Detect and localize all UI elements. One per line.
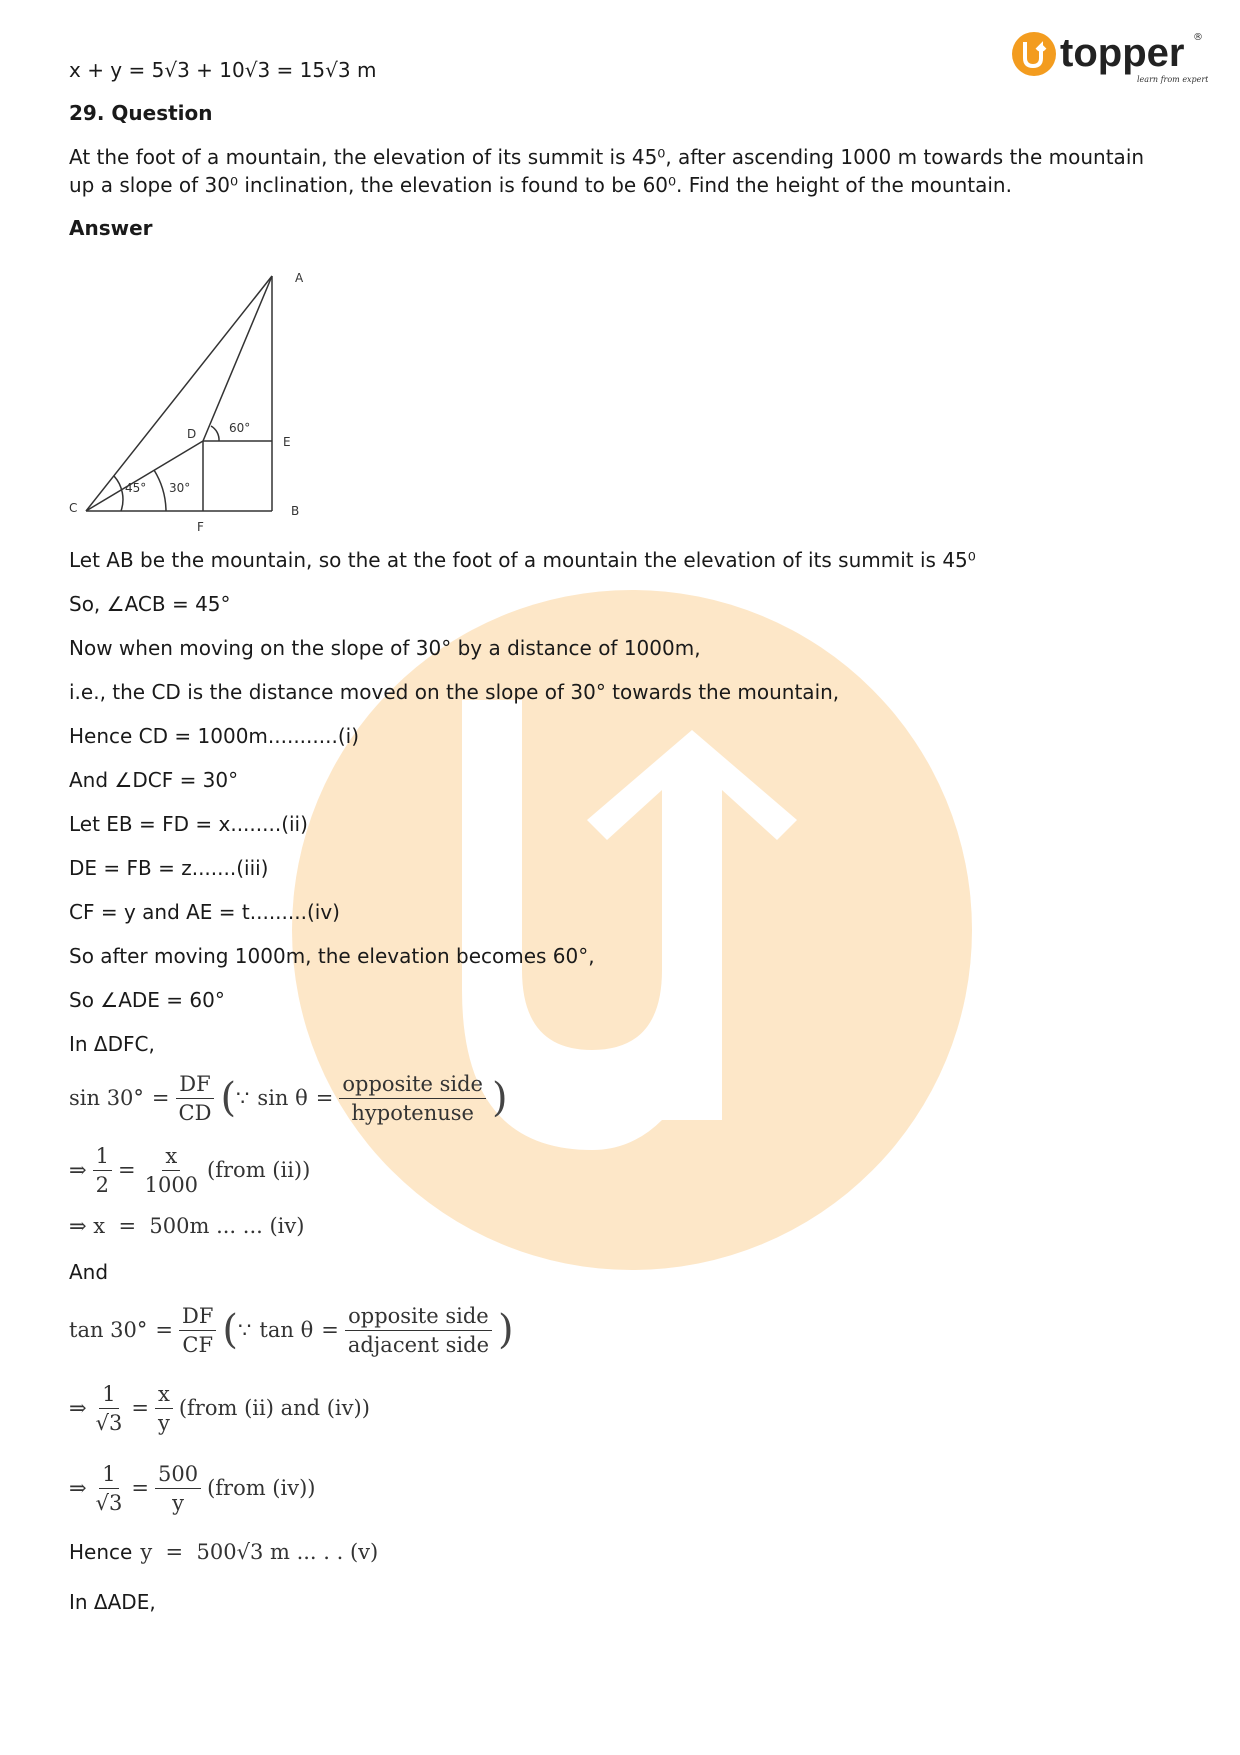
text-line: Now when moving on the slope of 30° by a distance of 1000m, — [69, 636, 701, 660]
equation-step — [69, 1372, 1179, 1444]
implies-arrow: ⇒ — [69, 1396, 87, 1420]
question-title: 29. Question — [69, 101, 213, 125]
question-line: up a slope of 30⁰ inclination, the elevation is found to be 60⁰. Find the height of the mountain. — [69, 173, 1012, 197]
equation-tan30: tan 30° = $\frac{DF}{CF}$ ( ∵ tan θ = $\frac{\text{opposite side}}{\text{adjacent side}}$ ) — [69, 1303, 514, 1357]
eq-sign: = — [117, 1158, 136, 1182]
text-line: CF = y and AE = t.........(iv) — [69, 900, 340, 924]
because-symbol: ∵ — [236, 1086, 250, 1110]
text-line: Let AB be the mountain, so the at the foot of a mountain the elevation of its summit is 45⁰ — [69, 548, 976, 572]
hence-label: Hence — [69, 1540, 133, 1564]
logo-tagline: learn from experts — [1137, 75, 1208, 84]
text-line: In ΔDFC, — [69, 1032, 155, 1056]
fraction: $\frac{x}{1000}$ — [144, 1143, 199, 1197]
equation-step — [69, 1452, 1179, 1524]
angle-60-label: 60° — [229, 421, 251, 435]
eq-mid: tan θ — [259, 1318, 314, 1342]
text-line: And ∠DCF = 30° — [69, 768, 239, 792]
eq-sign: = — [151, 1086, 170, 1110]
document-body — [69, 56, 1179, 1616]
fraction: $\frac{1}{√3}$ — [95, 1381, 123, 1435]
answer-title: Answer — [69, 216, 153, 240]
eq-note: (from (iv)) — [207, 1476, 316, 1500]
fraction: $\frac{x}{y}$ — [155, 1382, 173, 1435]
eq-lhs: tan 30° — [69, 1318, 148, 1342]
label-F: F — [197, 520, 204, 534]
eq-expr: y = 500√3 m ... . . (v) — [140, 1540, 379, 1564]
eq-sign: = — [155, 1318, 173, 1342]
fraction: $\frac{DF}{CF}$ — [179, 1304, 216, 1357]
question-text — [69, 143, 1179, 199]
label-C: C — [69, 501, 78, 515]
fraction: $\frac{\text{opposite side}}{\text{adjacent side}}$ — [345, 1304, 492, 1357]
registered-mark: ® — [1193, 32, 1203, 43]
eq-sign: = — [131, 1396, 149, 1420]
equation-hence — [69, 1532, 1179, 1572]
text-line: So ∠ADE = 60° — [69, 988, 225, 1012]
logo-text: topper — [1060, 31, 1185, 75]
eq-note: (from (ii)) — [207, 1158, 311, 1182]
label-D: D — [187, 427, 197, 441]
eq-mid: sin θ — [257, 1086, 308, 1110]
equation-step — [69, 1134, 1179, 1206]
equation-sin30: sin 30° = $\frac{DF}{CD}$ ( ∵ sin θ = $\frac{\text{opposite side}}{\text{hypotenuse}}$ ) — [69, 1071, 508, 1125]
fraction: $\frac{1}{2}$ — [93, 1144, 112, 1197]
fraction: $\frac{DF}{CD}$ — [176, 1072, 215, 1125]
angle-45-label: 45° — [125, 481, 147, 495]
text-line: Hence CD = 1000m...........(i) — [69, 724, 359, 748]
text-line: And — [69, 1260, 109, 1284]
eq-sign: = — [321, 1318, 339, 1342]
text-line: DE = FB = z.......(iii) — [69, 856, 269, 880]
label-A: A — [295, 271, 304, 285]
fraction: $\frac{500}{y}$ — [155, 1462, 201, 1515]
text-line: So after moving 1000m, the elevation becomes 60°, — [69, 944, 595, 968]
equation-result: ⇒ x = 500m ... ... (iv) — [69, 1214, 305, 1238]
question-line: At the foot of a mountain, the elevation of its summit is 45⁰, after ascending 1000 m towards the mountain — [69, 145, 1145, 169]
text-line: So, ∠ACB = 45° — [69, 592, 231, 616]
angle-30-label: 30° — [169, 481, 191, 495]
text-line: x + y = 5√3 + 10√3 = 15√3 m — [69, 58, 377, 82]
label-B: B — [291, 504, 300, 518]
text-line: Let EB = FD = x........(ii) — [69, 812, 308, 836]
text-line: In ΔADE, — [69, 1590, 156, 1614]
eq-sign: = — [131, 1476, 149, 1500]
eq-lhs: sin 30° — [69, 1086, 144, 1110]
eq-sign: = — [315, 1086, 334, 1110]
implies-arrow: ⇒ — [69, 1476, 87, 1500]
eq-note: (from (ii) and (iv)) — [178, 1396, 370, 1420]
fraction: $\frac{\text{opposite side}}{\text{hypotenuse}}$ — [339, 1072, 486, 1125]
geometry-diagram — [59, 248, 359, 538]
label-E: E — [283, 435, 291, 449]
text-line: i.e., the CD is the distance moved on the slope of 30° towards the mountain, — [69, 680, 840, 704]
implies-arrow: ⇒ — [69, 1158, 87, 1182]
fraction: $\frac{1}{√3}$ — [95, 1461, 123, 1515]
because-symbol: ∵ — [238, 1318, 252, 1342]
